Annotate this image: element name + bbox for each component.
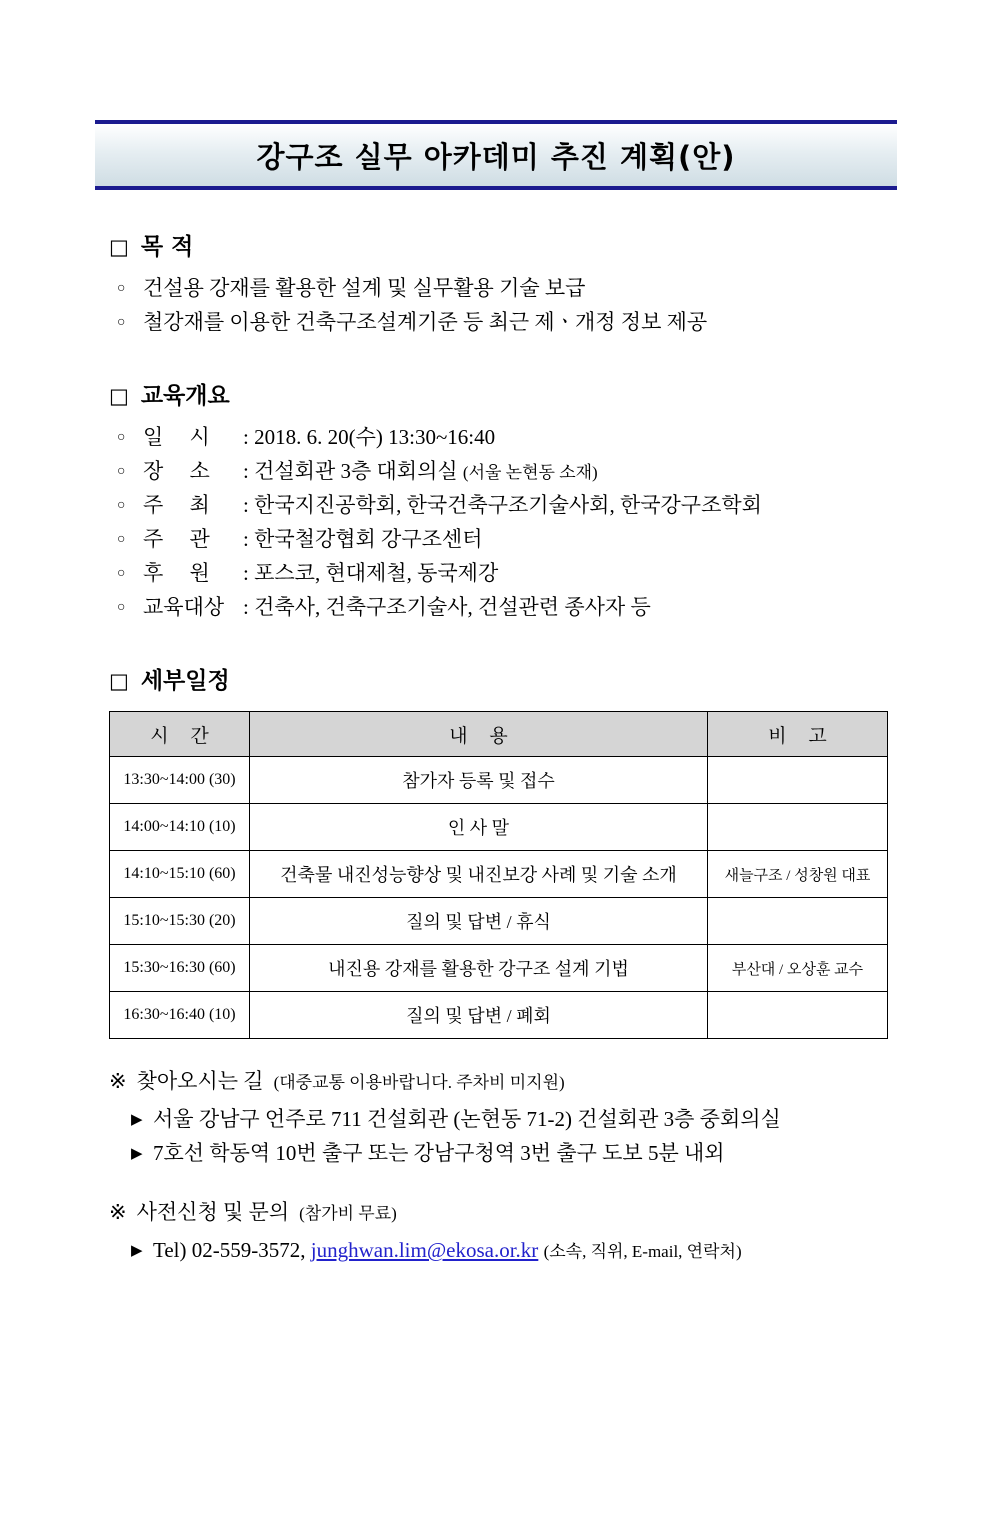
section-heading-purpose: [109, 228, 897, 261]
schedule-table: [109, 711, 888, 1039]
section-overview: [95, 377, 897, 624]
square-bullet-icon: □: [109, 384, 129, 409]
cell-remark: [708, 757, 888, 804]
column-header-content: 내 용: [250, 712, 708, 757]
list-item: [131, 1103, 897, 1137]
table-row: [110, 992, 888, 1039]
cell-time: 14:10~15:10 (60): [110, 851, 250, 898]
directions-heading: [109, 1065, 897, 1095]
section-title-purpose: 목 적: [140, 234, 194, 260]
overview-value: 2018. 6. 20(수) 13:30~16:40: [254, 425, 496, 450]
table-row: [110, 804, 888, 851]
section-schedule: [95, 662, 897, 1039]
list-item: [117, 420, 897, 454]
section-purpose: [95, 228, 897, 339]
reference-mark-icon: ※: [109, 1200, 127, 1225]
list-item: [131, 1234, 897, 1268]
overview-label: 후 원: [143, 561, 221, 586]
cell-content: 참가자 등록 및 접수: [250, 757, 708, 804]
section-directions: [95, 1065, 897, 1170]
list-item: [117, 556, 897, 590]
overview-separator: :: [243, 459, 249, 484]
cell-remark: [708, 804, 888, 851]
list-item: [117, 488, 897, 522]
overview-separator: :: [243, 527, 249, 552]
list-item: [117, 590, 897, 624]
page-title: 강구조 실무 아카데미 추진 계획(안): [256, 139, 736, 174]
cell-time: 15:30~16:30 (60): [110, 945, 250, 992]
contact-tel: Tel) 02-559-3572,: [153, 1238, 306, 1263]
contact-heading: [109, 1196, 897, 1226]
overview-separator: :: [243, 595, 249, 620]
directions-list: [95, 1103, 897, 1170]
overview-separator: :: [243, 561, 249, 586]
circle-bullet-icon: ○: [117, 600, 126, 616]
table-row: [110, 945, 888, 992]
list-item: [117, 305, 897, 339]
cell-time: 13:30~14:00 (30): [110, 757, 250, 804]
document-page: [0, 120, 992, 1523]
directions-title: 찾아오시는 길: [136, 1069, 264, 1094]
section-title-overview: 교육개요: [140, 383, 230, 410]
circle-bullet-icon: ○: [117, 498, 126, 514]
column-header-remark: 비 고: [708, 712, 888, 757]
table-row: [110, 898, 888, 945]
overview-note: (서울 논현동 소재): [462, 463, 598, 483]
circle-bullet-icon: ○: [117, 532, 126, 548]
overview-label: 주 최: [143, 493, 221, 518]
cell-content: 질의 및 답변 / 휴식: [250, 898, 708, 945]
directions-note: (대중교통 이용바랍니다. 주차비 미지원): [273, 1073, 565, 1093]
contact-email-link[interactable]: junghwan.lim@ekosa.or.kr: [310, 1238, 539, 1263]
section-title-schedule: 세부일정: [140, 668, 230, 695]
reference-mark-icon: ※: [109, 1069, 127, 1094]
overview-list: [95, 420, 897, 624]
cell-remark: 새늘구조 / 성창원 대표: [708, 851, 888, 898]
table-row: [110, 851, 888, 898]
cell-content: 내진용 강재를 활용한 강구조 설계 기법: [250, 945, 708, 992]
overview-label: 일 시: [143, 425, 221, 450]
triangle-bullet-icon: ▶: [131, 1145, 143, 1162]
table-row: [110, 757, 888, 804]
square-bullet-icon: □: [109, 669, 129, 694]
overview-value: 건축사, 건축구조기술사, 건설관련 종사자 등: [254, 595, 651, 620]
circle-bullet-icon: ○: [117, 281, 126, 296]
contact-title: 사전신청 및 문의: [136, 1200, 290, 1225]
triangle-bullet-icon: ▶: [131, 1112, 143, 1129]
section-heading-schedule: [109, 662, 897, 695]
overview-value: 포스코, 현대제철, 동국제강: [254, 561, 499, 586]
list-item: [117, 454, 897, 488]
list-item: [117, 271, 897, 305]
document-title-banner: [95, 120, 897, 190]
contact-list: [95, 1234, 897, 1268]
overview-separator: :: [243, 493, 249, 518]
cell-content: 인 사 말: [250, 804, 708, 851]
circle-bullet-icon: ○: [117, 315, 126, 331]
table-header-row: [110, 712, 888, 757]
triangle-bullet-icon: ▶: [131, 1243, 143, 1260]
overview-label: 장 소: [143, 459, 221, 484]
square-bullet-icon: □: [109, 235, 129, 259]
cell-remark: [708, 898, 888, 945]
section-heading-overview: [109, 377, 897, 410]
overview-label: 주 관: [143, 527, 221, 552]
contact-note: (참가비 무료): [299, 1204, 397, 1224]
overview-label: 교육대상: [143, 595, 225, 620]
section-contact: [95, 1196, 897, 1268]
cell-time: 14:00~14:10 (10): [110, 804, 250, 851]
cell-remark: [708, 992, 888, 1039]
directions-item-text: 7호선 학동역 10번 출구 또는 강남구청역 3번 출구 도보 5분 내외: [153, 1140, 725, 1165]
circle-bullet-icon: ○: [117, 430, 126, 446]
list-item: [117, 522, 897, 556]
list-item: [131, 1137, 897, 1171]
cell-time: 15:10~15:30 (20): [110, 898, 250, 945]
cell-remark: 부산대 / 오상훈 교수: [708, 945, 888, 992]
column-header-time: 시 간: [110, 712, 250, 757]
overview-value: 한국지진공학회, 한국건축구조기술사회, 한국강구조학회: [254, 493, 762, 518]
circle-bullet-icon: ○: [117, 566, 126, 582]
purpose-item-text: 건설용 강재를 활용한 설계 및 실무활용 기술 보급: [143, 276, 586, 300]
purpose-item-text: 철강재를 이용한 건축구조설계기준 등 최근 제ㆍ개정 정보 제공: [143, 310, 708, 335]
contact-email-note: (소속, 직위, E-mail, 연락처): [543, 1242, 742, 1262]
circle-bullet-icon: ○: [117, 464, 126, 480]
cell-time: 16:30~16:40 (10): [110, 992, 250, 1039]
directions-item-text: 서울 강남구 언주로 711 건설회관 (논현동 71-2) 건설회관 3층 중회의실: [153, 1107, 781, 1132]
cell-content: 질의 및 답변 / 폐회: [250, 992, 708, 1039]
overview-value: 한국철강협회 강구조센터: [254, 527, 483, 552]
purpose-list: [95, 271, 897, 339]
overview-value: 건설회관 3층 대회의실: [254, 459, 458, 484]
cell-content: 건축물 내진성능향상 및 내진보강 사례 및 기술 소개: [250, 851, 708, 898]
overview-separator: :: [243, 425, 249, 450]
